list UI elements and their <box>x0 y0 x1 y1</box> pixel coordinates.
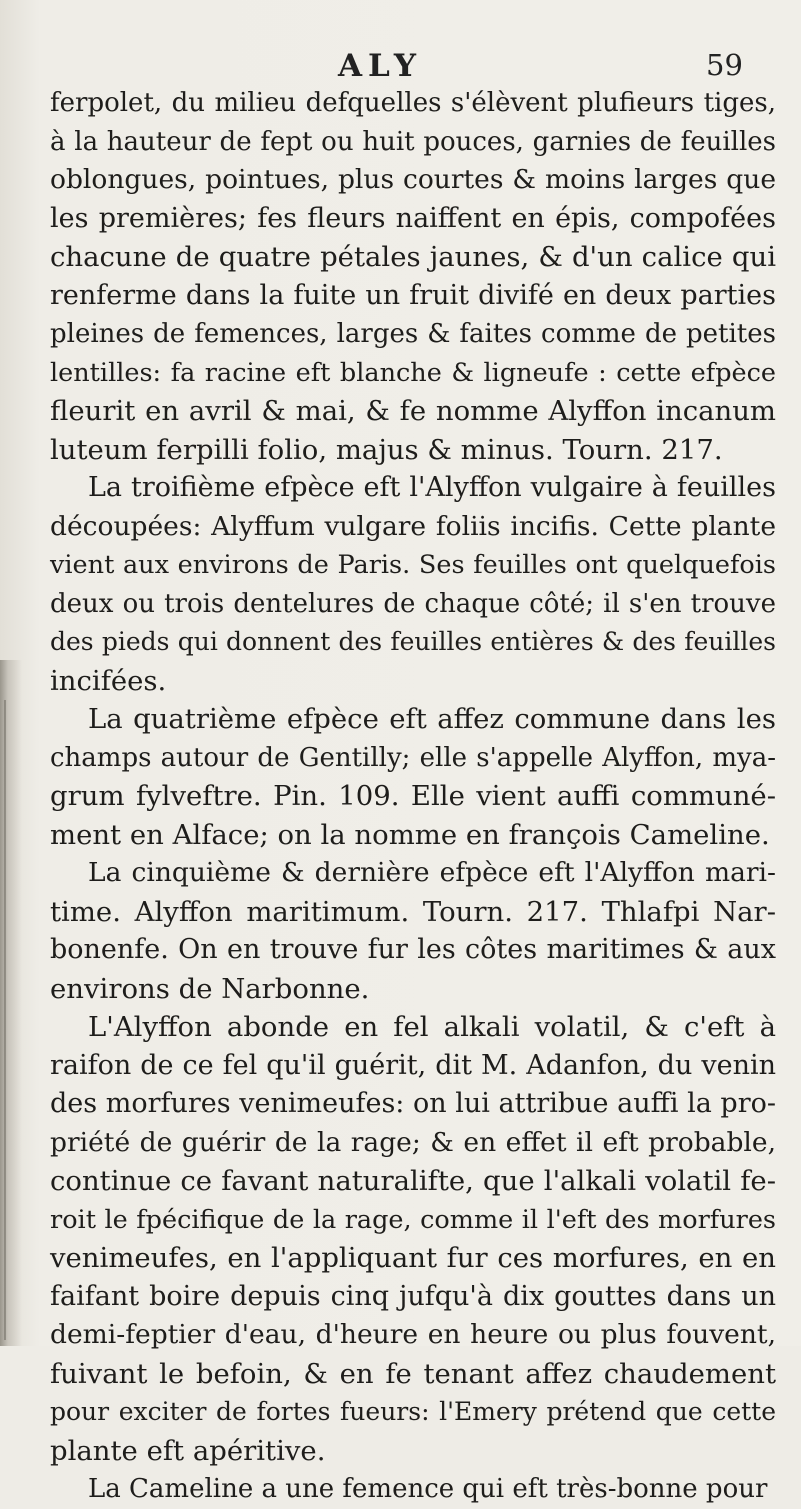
text-line: renferme dans la fuite un fruit divifé en deux parties <box>50 279 776 311</box>
text-line: La cinquième & dernière efpèce eft l'Alyffon mari- <box>88 857 776 888</box>
text-line: vient aux environs de Paris. Ses feuilles ont quelquefois <box>50 550 776 580</box>
text-line: L'Alyffon abonde en fel alkali volatil, & c'eft à <box>88 1011 776 1043</box>
page-number: 59 <box>706 48 743 82</box>
page-header <box>0 48 801 88</box>
text-line: oblongues, pointues, plus courtes & moins larges que <box>50 164 776 195</box>
text-line: des morfures venimeufes: on lui attribue auffi la pro- <box>50 1088 776 1119</box>
text-line: deux ou trois dentelures de chaque côté; il s'en trouve <box>50 588 776 619</box>
running-head: ALY <box>338 48 422 84</box>
text-line: La quatrième efpèce eft affez commune dans les <box>88 703 776 735</box>
text-line: chacune de quatre pétales jaunes, & d'un calice qui <box>50 241 776 273</box>
text-line: roit le fpécifique de la rage, comme il l'eft des morfures <box>50 1204 776 1235</box>
text-line: demi-feptier d'eau, d'heure en heure ou plus fouvent, <box>50 1319 776 1350</box>
text-line: pour exciter de fortes fueurs: l'Emery prétend que cette <box>50 1397 776 1426</box>
text-line: faifant boire depuis cinq jufqu'à dix gouttes dans un <box>50 1280 776 1312</box>
text-line: plante eft apéritive. <box>50 1434 326 1467</box>
text-line: bonenfe. On en trouve fur les côtes maritimes & aux <box>50 934 776 965</box>
text-line: pleines de femences, larges & faites comme de petites <box>50 319 776 349</box>
binding-edge-line <box>4 700 6 1340</box>
text-line: luteum ferpilli folio, majus & minus. Tourn. 217. <box>50 433 723 466</box>
body-text <box>50 84 776 1509</box>
text-line: lentilles: fa racine eft blanche & ligneufe : cette efpèce <box>50 357 776 388</box>
text-line: venimeufes, en l'appliquant fur ces morfures, en en <box>50 1242 776 1274</box>
text-line: priété de guérir de la rage; & en effet il eft probable, <box>50 1126 776 1158</box>
text-line: La troifième efpèce eft l'Alyffon vulgaire à feuilles <box>88 472 776 503</box>
text-line: ferpolet, du milieu defquelles s'élèvent plufieurs tiges, <box>50 88 776 118</box>
text-line: time. Alyffon maritimum. Tourn. 217. Thlafpi Nar- <box>50 895 776 928</box>
text-line: La Cameline a une femence qui eft très-bonne pour <box>88 1474 768 1504</box>
text-line: champs autour de Gentilly; elle s'appelle Alyffon, mya- <box>50 742 776 773</box>
text-line: environs de Narbonne. <box>50 972 370 1005</box>
text-line: grum fylveftre. Pin. 109. Elle vient auffi communé- <box>50 780 776 812</box>
text-line: découpées: Alyffum vulgare foliis incifis. Cette plante <box>50 510 776 542</box>
text-line: continue ce favant naturalifte, que l'alkali volatil fe- <box>50 1165 776 1197</box>
text-line: à la hauteur de fept ou huit pouces, garnies de feuilles <box>50 126 776 157</box>
text-line: des pieds qui donnent des feuilles entières & des feuilles <box>50 627 776 656</box>
text-line: fleurit en avril & mai, & fe nomme Alyffon incanum <box>50 395 776 427</box>
text-line: fuivant le befoin, & en fe tenant affez chaudement <box>50 1357 776 1390</box>
text-line: incifées. <box>50 664 167 697</box>
text-line: ment en Alface; on la nomme en françois Cameline. <box>50 818 770 851</box>
text-line: les premières; fes fleurs naiffent en épis, compofées <box>50 202 776 234</box>
text-line: raifon de ce fel qu'il guérit, dit M. Adanfon, du venin <box>50 1049 776 1081</box>
